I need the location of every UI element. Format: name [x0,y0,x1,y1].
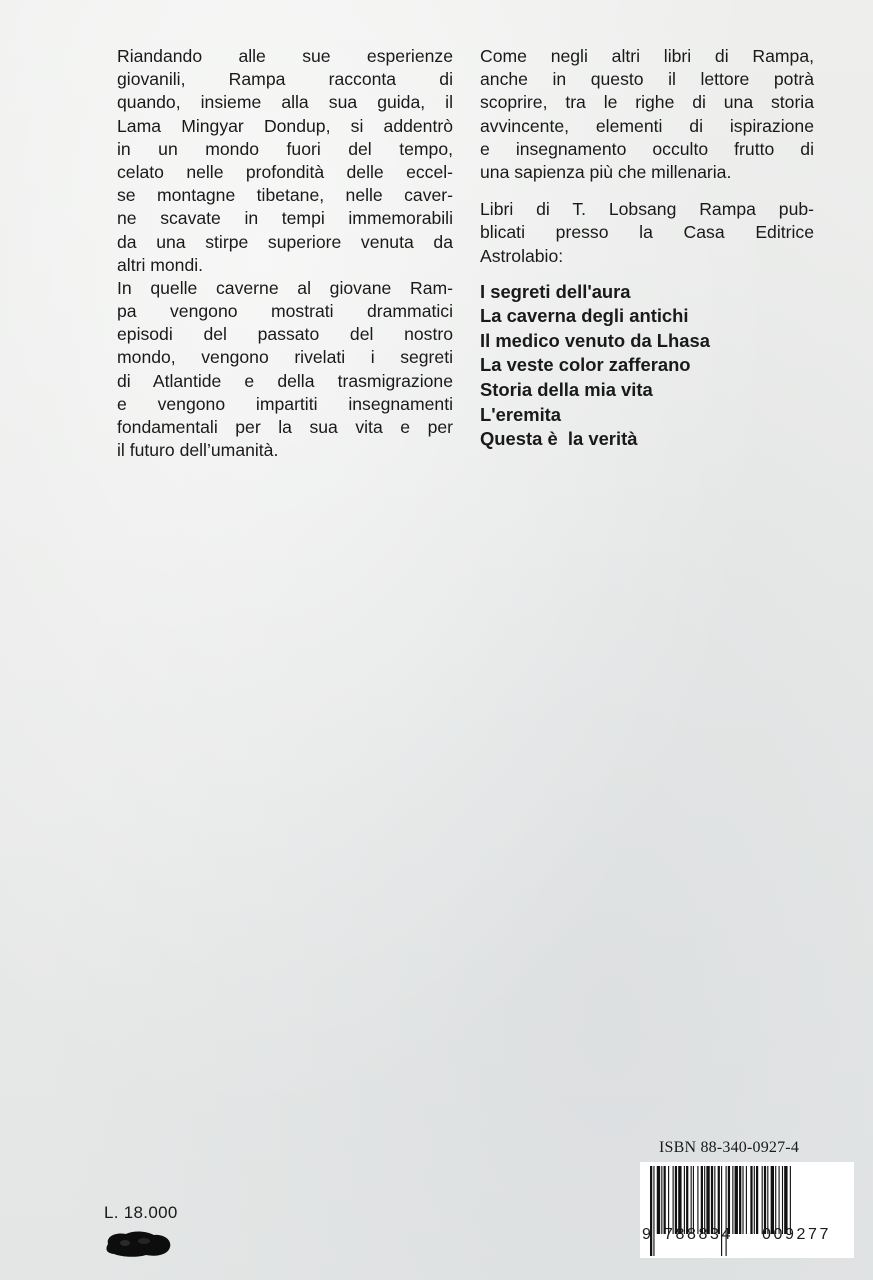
books-column [480,45,814,452]
book-title: L'eremita [480,403,562,425]
barcode-bar [782,1166,783,1234]
intro-line: scoprire, tra le righe di una storia [480,92,814,113]
synopsis-line: ne scavate in tempi immemorabili [117,208,453,229]
barcode-bar [790,1166,791,1234]
barcode-bar [767,1166,768,1234]
barcode-bar [693,1166,694,1234]
barcode-bar [718,1166,720,1234]
barcode-bar [739,1166,741,1234]
synopsis-line: in un mondo fuori del tempo, [117,138,453,159]
synopsis-line: In quelle caverne al giovane Ram- [117,277,453,298]
synopsis-line: Lama Mingyar Dondup, si addentrò [117,115,453,136]
barcode-bar [742,1166,743,1234]
barcode-bar [775,1166,776,1234]
barcode-right-digits: 009277 [762,1226,831,1243]
barcode-bar [668,1166,669,1234]
barcode-bar [657,1166,660,1234]
synopsis-line: e vengono impartiti insegnamenti [117,393,453,414]
synopsis-line: mondo, vengono rivelati i segreti [117,347,453,368]
list-intro-line: Astrolabio: [480,245,564,266]
barcode-bar [750,1166,752,1234]
intro-line: e insegnamento occulto frutto di [480,138,814,159]
book-title: Storia della mia vita [480,379,653,401]
barcode-bar [764,1166,766,1234]
synopsis-column [117,45,453,462]
synopsis-line: altri mondi. [117,254,204,275]
price-label: L. 18.000 [104,1203,178,1222]
synopsis-line: il futuro dell’umanità. [117,440,279,461]
barcode-bar [746,1166,747,1234]
barcode-bar [762,1166,763,1234]
barcode-bar [754,1166,755,1234]
barcode-bar [704,1166,705,1234]
barcode-bar [784,1166,787,1234]
book-title: I segreti dell'aura [480,280,631,302]
synopsis-line: quando, insieme alla sua guida, il [117,92,453,113]
book-titles-list [480,280,814,452]
barcode-bar [701,1166,703,1234]
barcode-bar [673,1166,674,1234]
barcode-bar [735,1166,738,1234]
barcode-first-digit: 9 [642,1226,651,1243]
synopsis-line: Riandando alle sue esperienze [117,46,453,66]
barcode-bar [653,1166,654,1256]
barcode-bar [691,1166,692,1234]
barcode-bar [771,1166,774,1234]
book-title: Il medico venuto da Lhasa [480,329,710,351]
intro-line: Come negli altri libri di Rampa, [480,46,814,66]
barcode-bar [732,1166,733,1234]
book-title: Questa è la verità [480,428,638,450]
barcode-bar [711,1166,713,1234]
intro-line: una sapienza più che millenaria. [480,161,732,182]
barcode-bar [684,1166,685,1234]
synopsis-line: celato nelle profondità delle eccel- [117,161,453,182]
barcode-bar [714,1166,715,1234]
barcode-bar [678,1166,681,1234]
intro-line: avvincente, elementi di ispirazione [480,115,814,136]
intro-line: anche in questo il lettore potrà [480,69,814,90]
barcode-bar [779,1166,780,1234]
synopsis-line: episodi del passato del nostro [117,324,453,345]
book-title: La caverna degli antichi [480,305,689,327]
isbn-label: ISBN 88-340-0927-4 [659,1139,800,1156]
barcode-bar [706,1166,709,1234]
barcode-bar [664,1166,666,1234]
list-intro-line: Libri di T. Lobsang Rampa pub- [480,199,814,220]
barcode-bar [728,1166,730,1234]
barcode-bar [661,1166,662,1234]
synopsis-line: giovanili, Rampa racconta di [117,69,453,90]
synopsis-line: di Atlantide e della trasmigrazione [117,370,453,391]
synopsis-line: da una stirpe superiore venuta da [117,231,453,252]
barcode-bar [697,1166,698,1234]
book-title: La veste color zafferano [480,354,691,376]
barcode-bar [756,1166,758,1234]
barcode-bar [686,1166,688,1234]
barcode-left-digits: 788834 [664,1226,733,1243]
barcode-bar [675,1166,677,1234]
synopsis-line: pa vengono mostrati drammatici [117,301,453,322]
list-intro-line: blicati presso la Casa Editrice [480,222,814,243]
synopsis-line: se montagne tibetane, nelle caver- [117,185,453,206]
ink-blot [102,1228,172,1258]
synopsis-line: fondamentali per la sua vita e per [117,417,453,437]
